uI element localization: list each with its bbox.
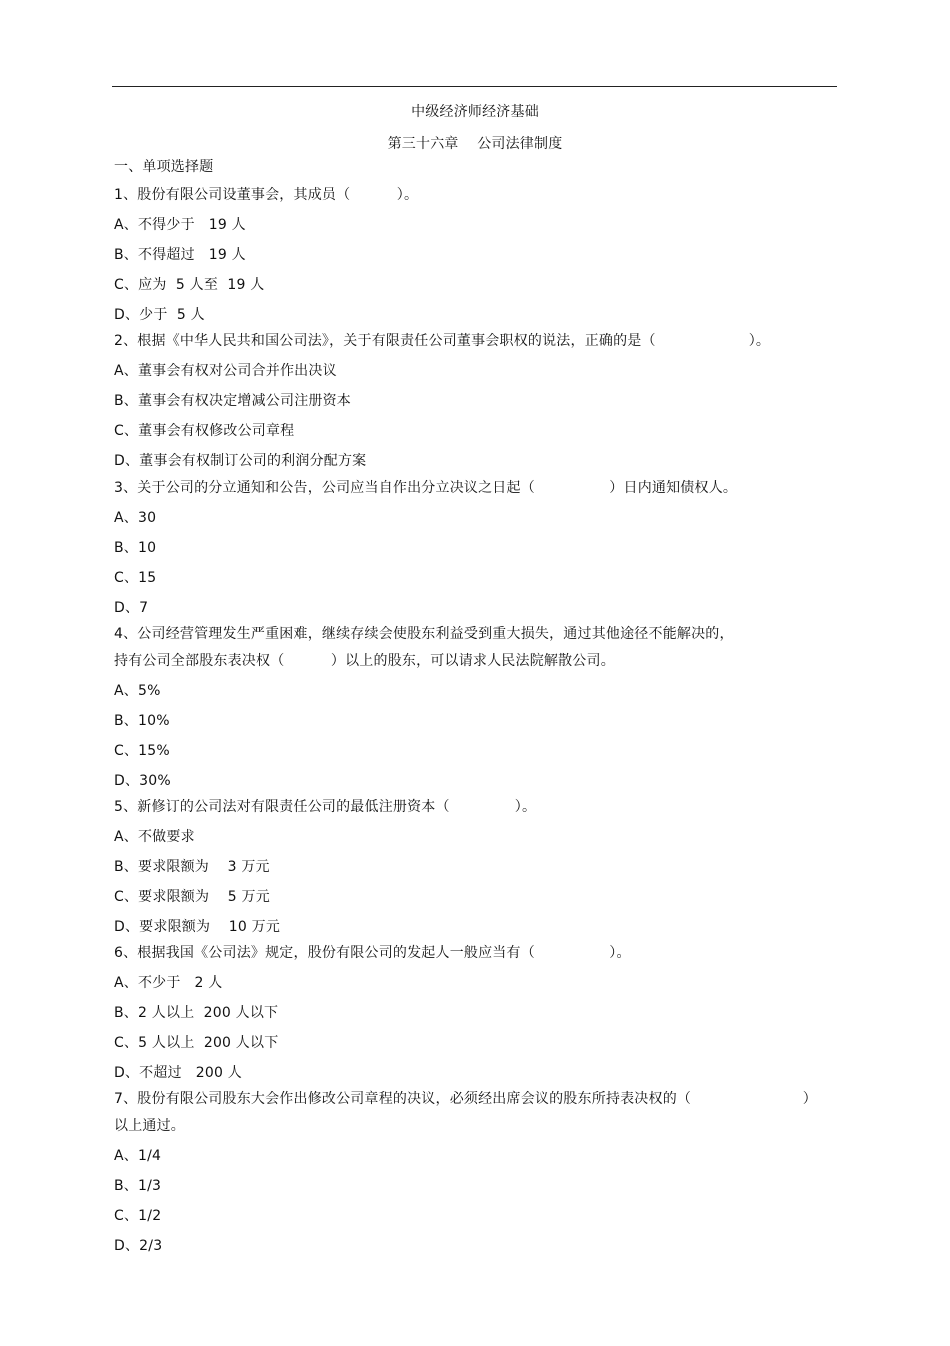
- question-7-option-c: C、1/2: [114, 1208, 162, 1224]
- question-5-option-c: C、要求限额为 5 万元: [114, 889, 270, 905]
- question-6-option-a: A、不少于 2 人: [114, 975, 223, 991]
- question-2-option-c: C、董事会有权修改公司章程: [114, 423, 295, 439]
- question-4-option-b: B、10%: [114, 713, 170, 729]
- question-5-stem: 5、新修订的公司法对有限责任公司的最低注册资本（ ）。: [114, 799, 537, 815]
- chapter-title: 第三十六章 公司法律制度: [387, 136, 563, 152]
- document-title: 中级经济师经济基础: [411, 104, 539, 120]
- question-6-option-b: B、2 人以上 200 人以下: [114, 1005, 279, 1021]
- question-4-option-d: D、30%: [114, 773, 171, 789]
- question-3-stem: 3、关于公司的分立通知和公告，公司应当自作出分立决议之日起（ ）日内通知债权人。: [114, 480, 738, 496]
- question-7-option-d: D、2/3: [114, 1238, 163, 1254]
- question-4-stem-line-2: 持有公司全部股东表决权（ ）以上的股东，可以请求人民法院解散公司。: [114, 653, 615, 669]
- question-4-option-c: C、15%: [114, 743, 170, 759]
- section-heading: 一、单项选择题: [114, 159, 214, 175]
- question-7-option-b: B、1/3: [114, 1178, 162, 1194]
- question-2-option-a: A、董事会有权对公司合并作出决议: [114, 363, 337, 379]
- question-1-option-c: C、应为 5 人至 19 人: [114, 277, 265, 293]
- question-2-option-d: D、董事会有权制订公司的利润分配方案: [114, 453, 367, 469]
- question-3-option-c: C、15: [114, 570, 157, 586]
- question-7-option-a: A、1/4: [114, 1148, 162, 1164]
- question-6-option-d: D、不超过 200 人: [114, 1065, 242, 1081]
- question-6-option-c: C、5 人以上 200 人以下: [114, 1035, 279, 1051]
- question-4-option-a: A、5%: [114, 683, 161, 699]
- question-2-stem: 2、根据《中华人民共和国公司法》，关于有限责任公司董事会职权的说法，正确的是（ ）。: [114, 333, 771, 349]
- question-7-stem-line-2: 以上通过。: [114, 1118, 185, 1134]
- question-1-stem: 1、股份有限公司设董事会，其成员（ ）。: [114, 187, 419, 203]
- question-3-option-d: D、7: [114, 600, 149, 616]
- header-rule: [112, 86, 837, 87]
- question-5-option-a: A、不做要求: [114, 829, 195, 845]
- question-2-option-b: B、董事会有权决定增减公司注册资本: [114, 393, 352, 409]
- question-1-option-a: A、不得少于 19 人: [114, 217, 246, 233]
- question-5-option-d: D、要求限额为 10 万元: [114, 919, 281, 935]
- question-6-stem: 6、根据我国《公司法》规定，股份有限公司的发起人一般应当有（ ）。: [114, 945, 631, 961]
- question-3-option-b: B、10: [114, 540, 157, 556]
- question-7-stem-line-1: 7、股份有限公司股东大会作出修改公司章程的决议，必须经出席会议的股东所持表决权的（ ）: [114, 1091, 817, 1107]
- question-1-option-d: D、少于 5 人: [114, 307, 205, 323]
- question-5-option-b: B、要求限额为 3 万元: [114, 859, 270, 875]
- question-4-stem-line-1: 4、公司经营管理发生严重困难，继续存续会使股东利益受到重大损失，通过其他途径不能解决的，: [114, 626, 734, 642]
- question-3-option-a: A、30: [114, 510, 157, 526]
- question-1-option-b: B、不得超过 19 人: [114, 247, 246, 263]
